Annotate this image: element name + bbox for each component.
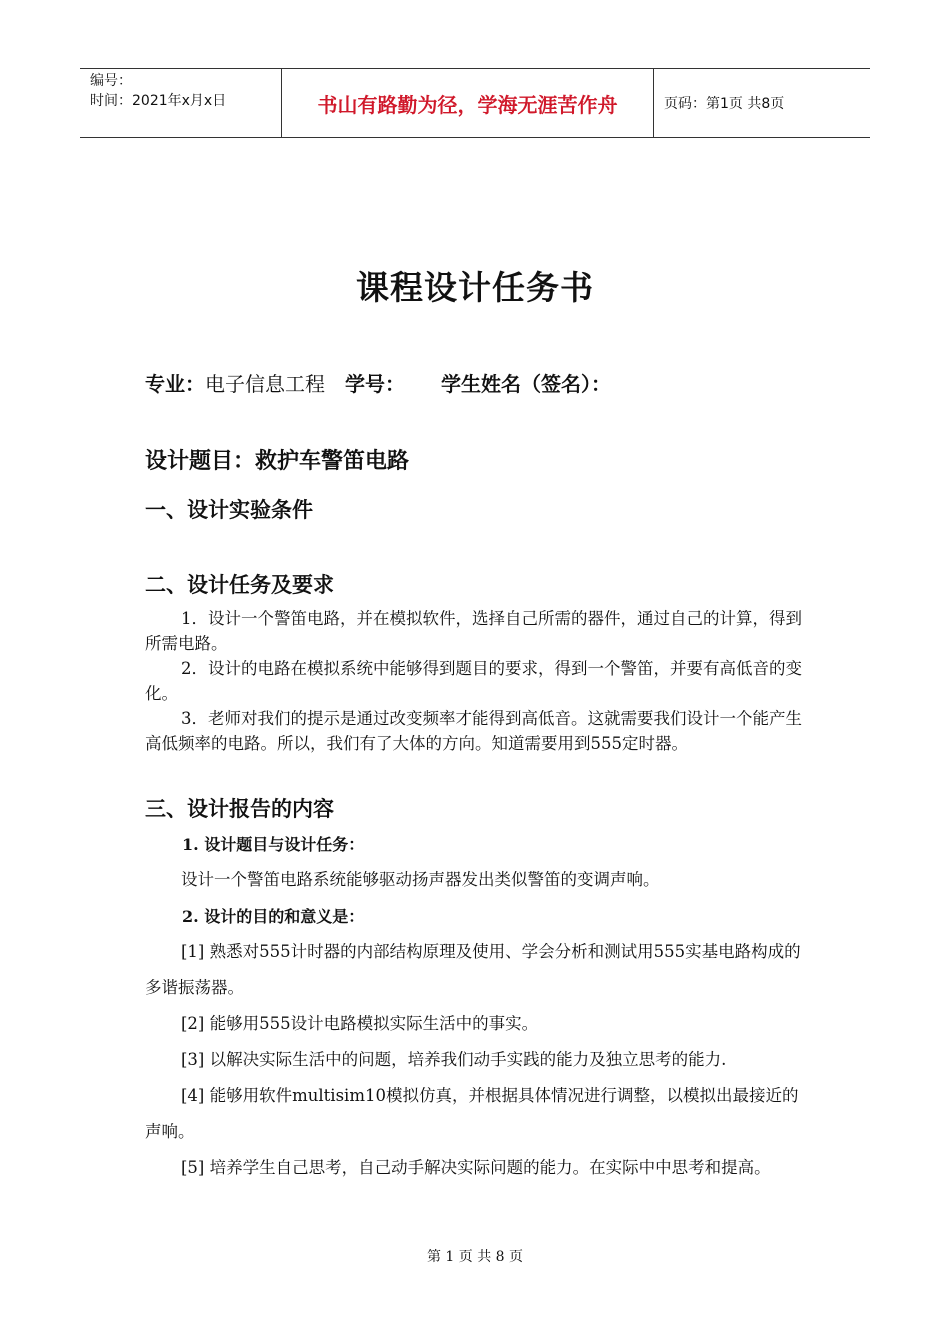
section-3-heading: 三、设计报告的内容 [145, 797, 334, 821]
document-title: 课程设计任务书 [356, 268, 594, 307]
subsection-1-heading: 1. 设计题目与设计任务： [182, 835, 365, 854]
header-page-info: 页码：第1页 共8页 [664, 96, 785, 112]
header-motto: 书山有路勤为径，学海无涯苦作舟 [282, 69, 654, 137]
student-name-label: 学生姓名（签名）： [441, 372, 611, 396]
student-info-line [145, 368, 611, 397]
purpose-item-5: [5] 培养学生自己思考，自己动手解决实际问题的能力。在实际中中思考和提高。 [181, 1158, 771, 1177]
major-label: 专业： [145, 372, 205, 396]
purpose-item-3: [3] 以解决实际生活中的问题，培养我们动手实践的能力及独立思考的能力. [181, 1050, 727, 1069]
page-footer: 第 1 页 共 8 页 [426, 1249, 524, 1265]
purpose-item-4: [4] 能够用软件multisim10模拟仿真，并根据具体情况进行调整，以模拟出最接近的声响。 [145, 1086, 799, 1141]
section-2-heading: 二、设计任务及要求 [145, 573, 334, 597]
purpose-item-2: [2] 能够用555设计电路模拟实际生活中的事实。 [181, 1014, 539, 1033]
page-header [80, 68, 870, 138]
time-label: 时间：2021年x月x日 [90, 93, 227, 109]
task-item-2: 2．设计的电路在模拟系统中能够得到题目的要求，得到一个警笛，并要有高低音的变化。 [145, 659, 802, 703]
design-topic: 设计题目：救护车警笛电路 [145, 449, 410, 474]
task-item-3: 3．老师对我们的提示是通过改变频率才能得到高低音。这就需要我们设计一个能产生高低频率的电路。所以，我们有了大体的方向。知道需要用到555定时器。 [145, 709, 802, 753]
purpose-item-1: [1] 熟悉对555计时器的内部结构原理及使用、学会分析和测试用555实基电路构成的多谐振荡器。 [145, 942, 801, 997]
major-value: 电子信息工程 [205, 372, 325, 396]
number-label: 编号： [90, 73, 132, 89]
section-1-heading: 一、设计实验条件 [145, 498, 313, 522]
subsection-2-heading: 2. 设计的目的和意义是： [182, 907, 365, 926]
student-id-label: 学号： [345, 372, 405, 396]
subsection-1-text: 设计一个警笛电路系统能够驱动扬声器发出类似警笛的变调声响。 [181, 870, 660, 889]
task-item-1: 1．设计一个警笛电路，并在模拟软件，选择自己所需的器件，通过自己的计算，得到所需电路。 [145, 609, 802, 653]
header-meta [80, 69, 282, 137]
